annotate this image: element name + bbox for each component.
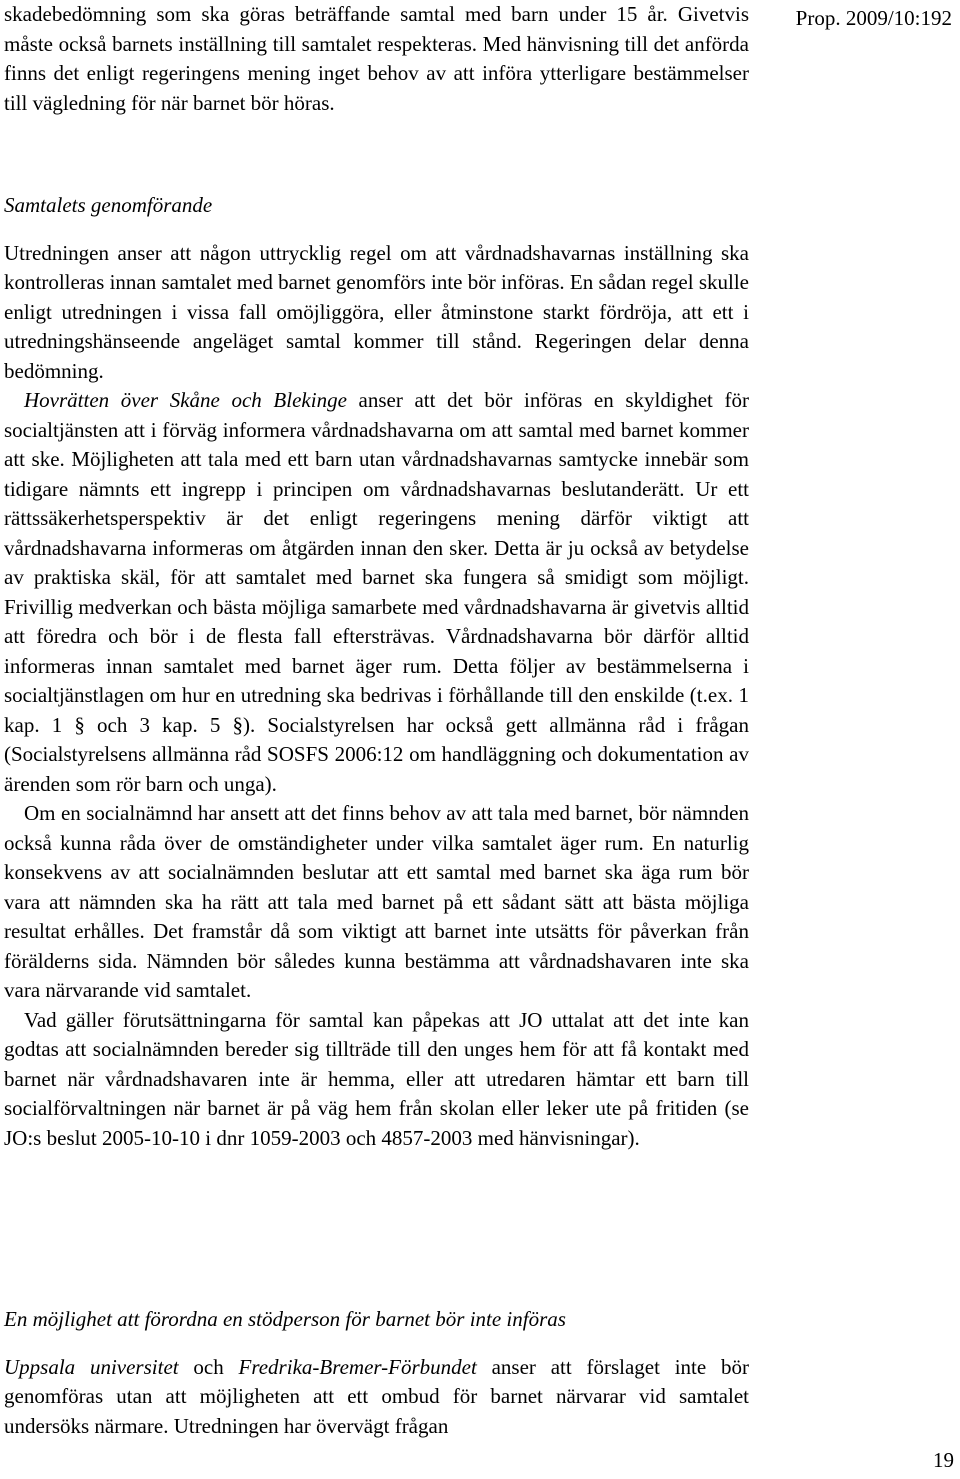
organization-name: Fredrika-Bremer-Förbundet — [238, 1354, 477, 1379]
paragraph-text: anser att förslaget inte bör genomföras utan att möjligheten att ett ombud för barnet närvarar vid samtalet undersöks närmare. Utredningen har övervägt frågan — [4, 1354, 749, 1438]
body-paragraph: Utredningen anser att någon uttrycklig regel om att vårdnadshavarnas inställning ska kontrolleras innan samtalet med barnet genomförs inte bör införas. En sådan regel skulle enligt utredningen i vissa fall omöjliggöra, eller åtminstone starkt fördröja, att ett i utredningshänseende angeläget samtal kommer till stånd. Regeringen delar denna bedömning. — [4, 240, 749, 383]
organization-name: Hovrätten över Skåne och Blekinge — [24, 388, 347, 412]
body-paragraph — [4, 1353, 749, 1442]
intro-paragraph: skadebedömning som ska göras beträffande samtal med barn under 15 år. Givetvis måste också barnets inställning till samtalet respekteras. Med hänvisning till det anförda finns det enligt regeringens mening inget behov av att införa ytterligare bestämmelser till vägledning för när barnet bör höras. — [4, 2, 749, 115]
section-heading: En möjlighet att förordna en stödperson för barnet bör inte införas — [4, 1307, 566, 1331]
document-reference: Prop. 2009/10:192 — [795, 6, 952, 30]
page-number: 19 — [933, 1448, 954, 1472]
body-paragraph — [4, 386, 749, 799]
section-heading: Samtalets genomförande — [4, 193, 213, 217]
body-paragraph: Vad gäller förutsättningarna för samtal kan påpekas att JO uttalat att det inte kan godtas att socialnämnden bereder sig tillträde till den unges hem för att få kontakt med barnet när vårdnadshavaren inte är hemma, eller att utredaren hämtar ett barn till socialförvaltningen när barnet är på väg hem från skolan eller leker ute på fritiden (se JO:s beslut 2005-10-10 i dnr 1059-2003 och 4857-2003 med hänvisningar). — [4, 1007, 749, 1150]
organization-name: Uppsala universitet — [4, 1354, 179, 1379]
section-stodperson — [4, 1305, 749, 1441]
conjunction-text: och — [178, 1354, 239, 1379]
section-samtalets-genomforande — [4, 191, 749, 1153]
intro-section — [4, 0, 749, 118]
body-paragraph: Om en socialnämnd har ansett att det finns behov av att tala med barnet, bör nämnden också kunna råda över de omständigheter under vilka samtalet äger rum. En naturlig konsekvens av att socialnämnden beslutar att ett samtal med barnet ska äga rum bör vara att nämnden ska ha rätt att tala med barnet på ett sådant sätt att bästa möjliga resultat erhålles. Det framstår då som viktigt att barnet inte utsätts för påverkan från förälderns sida. Nämnden bör således kunna bestämma att vårdnadshavaren inte ska vara närvarande vid samtalet. — [4, 801, 749, 1002]
paragraph-text: anser att det bör införas en skyldighet för socialtjänsten att i förväg informera vårdnadshavarna om att samtal med barnet kommer att ske. Möjligheten att tala med ett barn utan vårdnadshavarnas samtycke innebär som tidigare nämnts ett ingrepp i principen om vårdnadshavarnas beslutanderätt. Ur ett rättssäkerhetsperspektiv är det enligt regeringens mening därför viktigt att vårdnadshavarna informeras om åtgärden innan den sker. Detta är ju också av betydelse av praktiska skäl, för att samtalet med barnet ska fungera så smidigt som möjligt. Frivillig medverkan och bästa möjliga samarbete med vårdnadshavarna är givetvis alltid att föredra och bör i de flesta fall eftersträvas. Vårdnadshavarna bör därför alltid informeras innan samtalet med barnet äger rum. Detta följer av bestämmelserna i socialtjänstlagen om hur en utredning ska bedrivas i förhållande till den enskilde (t.ex. 1 kap. 1 § och 3 kap. 5 §). Socialstyrelsen har också gett allmänna råd i frågan (Socialstyrelsens allmänna råd SOSFS 2006:12 om handläggning och dokumentation av ärenden som rör barn och unga). — [4, 388, 749, 796]
